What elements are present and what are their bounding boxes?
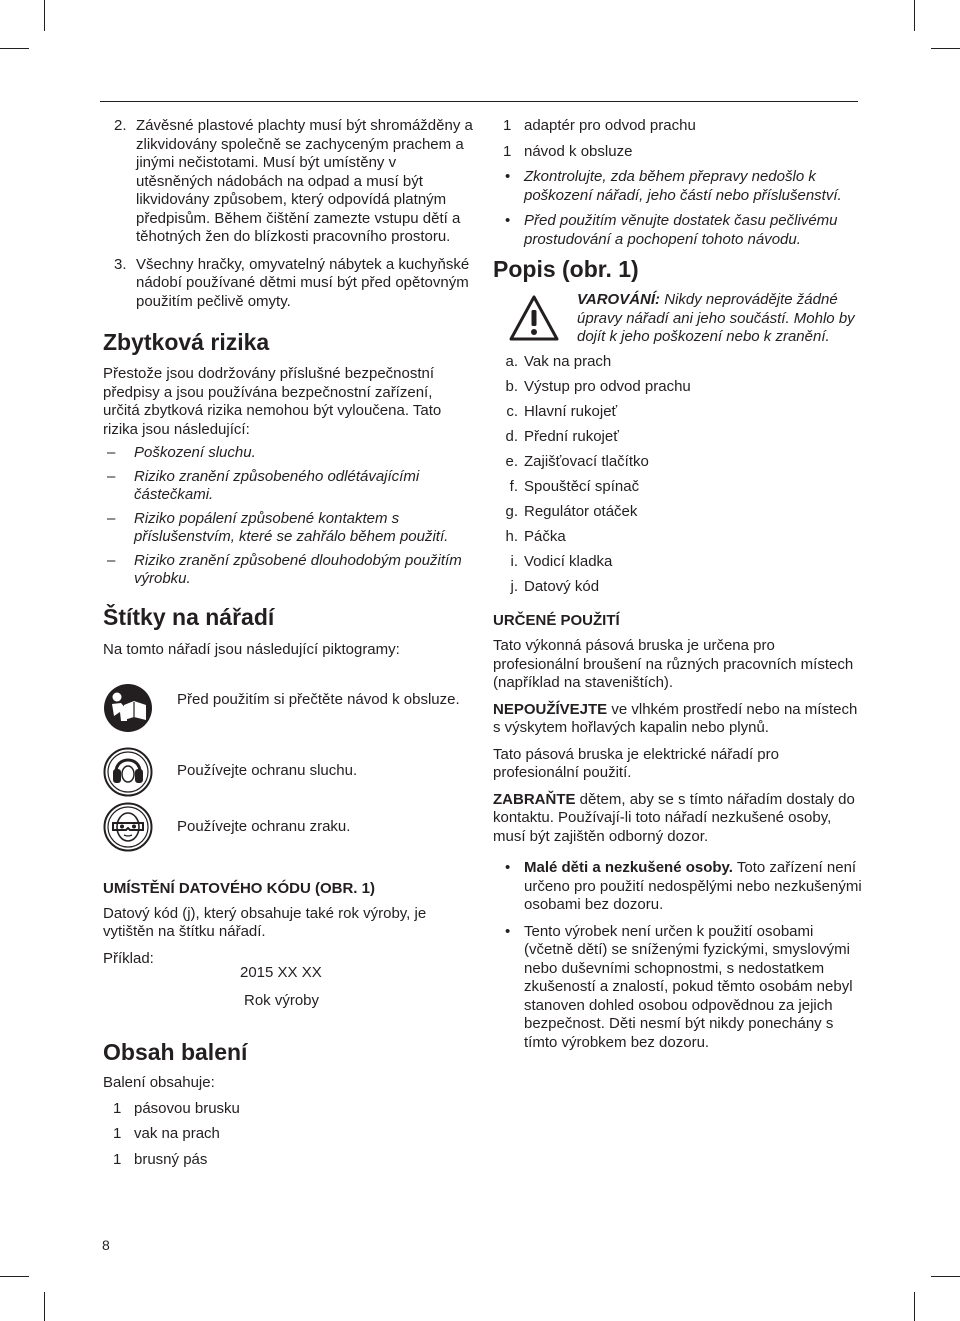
left-column — [103, 117, 473, 1169]
pictogram-row — [103, 683, 473, 733]
package-qty: 1 — [503, 142, 512, 160]
list-item — [493, 453, 863, 472]
warning-label: VAROVÁNÍ: — [577, 291, 661, 308]
part-letter: c. — [506, 403, 518, 420]
part-text: Zajišťovací tlačítko — [524, 453, 649, 470]
prevent-paragraph — [493, 791, 863, 847]
package-item — [103, 1100, 473, 1119]
risk-item: – Riziko zranění způsobené dlouhodobým použitím výrobku. — [103, 552, 473, 589]
part-letter: j. — [510, 578, 518, 595]
package-qty: 1 — [113, 1099, 122, 1117]
pictogram-text: Před použitím si přečtěte návod k obsluze. — [177, 691, 460, 708]
check-item: • Zkontrolujte, zda během přepravy nedošlo k poškození nářadí, jeho částí nebo příslušenství. — [493, 168, 863, 205]
do-not-use-paragraph — [493, 701, 863, 738]
do-not-use-label: NEPOUŽÍVEJTE — [493, 700, 608, 718]
item-text: Všechny hračky, omyvatelný nábytek a kuchyňské nádobí používané dětmi musí být před opětovným použitím pečlivě omyty. — [136, 255, 470, 310]
bullet-item: • Tento výrobek není určen k použití osobami (včetně dětí) se sníženými fyzickými, smyslovými nebo duševními schopnostmi, s nedostatkem zkušeností a znalostí, pokud těmto osobám nebyl stanoven dohled osobou odpovědnou za jejich bezpečnost. Děti nesmí být nikdy ponechány s tímto výrobkem bez dozoru. — [493, 923, 863, 1053]
date-code-heading: UMÍSTĚNÍ DATOVÉHO KÓDU (OBR. 1) — [103, 880, 375, 897]
bullet-text: Toto zařízení není určeno pro použití nedospělými nebo nezkušenými osobami bez dozoru. — [524, 859, 862, 913]
part-text: Páčka — [524, 528, 566, 545]
intended-use-heading: URČENÉ POUŽITÍ — [493, 611, 620, 629]
part-text: Vodicí kladka — [524, 553, 613, 570]
risk-item: – Poškození sluchu. — [103, 444, 473, 463]
warning-block — [493, 291, 863, 347]
crop-mark — [931, 48, 960, 49]
list-item — [493, 428, 863, 447]
package-item — [493, 143, 863, 162]
example-caption: Rok výroby — [244, 991, 320, 1009]
package-qty: 1 — [503, 117, 512, 134]
example-label: Příklad: — [103, 949, 154, 967]
pictogram-row — [103, 802, 473, 852]
part-letter: i. — [510, 553, 518, 570]
residual-risks-heading: Zbytková rizika — [103, 329, 270, 355]
crop-mark — [914, 0, 915, 31]
pictogram-row — [103, 747, 473, 797]
numbered-item — [103, 117, 473, 247]
example-code: 2015 XX XX — [240, 964, 322, 981]
crop-mark — [931, 1276, 960, 1277]
list-item — [493, 378, 863, 397]
page-number: 8 — [102, 1237, 110, 1253]
bullet-item — [493, 859, 863, 915]
pictogram-text: Používejte ochranu zraku. — [177, 818, 351, 835]
prevent-label: ZABRAŇTE — [493, 790, 576, 808]
warning-body: Nikdy neprovádějte žádné úpravy nářadí ani jeho součástí. Mohlo by dojít k jeho poškození nebo k zranění. — [577, 291, 855, 345]
warning-text — [577, 291, 863, 347]
part-letter: b. — [505, 378, 518, 395]
labels-intro: Na tomto nářadí jsou následující piktogramy: — [103, 640, 400, 658]
professional-use-text: Tato pásová bruska je elektrické nářadí pro profesionální použití. — [493, 745, 779, 781]
package-item-text: návod k obsluze — [524, 142, 633, 160]
part-text: Přední rukojeť — [524, 428, 619, 445]
numbered-item — [103, 256, 473, 312]
list-item — [493, 503, 863, 522]
check-item: • Před použitím věnujte dostatek času pečlivému prostudování a pochopení tohoto návodu. — [493, 212, 863, 249]
item-number: 2. — [114, 117, 127, 134]
date-code-text: Datový kód (j), který obsahuje také rok výroby, je vytištěn na štítku nářadí. — [103, 904, 427, 940]
labels-heading: Štítky na nářadí — [103, 603, 275, 630]
crop-mark — [0, 1276, 29, 1277]
package-item — [103, 1125, 473, 1144]
pictogram-text: Používejte ochranu sluchu. — [177, 762, 358, 779]
intended-use-text: Tato výkonná pásová bruska je určena pro profesionální broušení na různých pracovních místech (například na staveništích). — [493, 637, 854, 691]
ear-protection-icon — [103, 747, 153, 797]
crop-mark — [44, 0, 45, 31]
package-item-text: brusný pás — [134, 1150, 208, 1168]
part-text: Výstup pro odvod prachu — [524, 378, 691, 395]
list-item — [493, 353, 863, 372]
parts-list — [493, 353, 863, 597]
package-item-text: pásovou brusku — [134, 1099, 240, 1117]
package-item-text: vak na prach — [134, 1125, 220, 1142]
part-letter: h. — [505, 528, 518, 545]
package-qty: 1 — [113, 1150, 122, 1168]
risk-item: – Riziko zranění způsobeného odlétávajícími částečkami. — [103, 468, 473, 505]
part-text: Datový kód — [524, 578, 600, 595]
list-item — [493, 578, 863, 597]
list-item — [493, 478, 863, 497]
package-item — [493, 117, 863, 136]
item-text: Závěsné plastové plachty musí být shromážděny a zlikvidovány společně se zachyceným prachem a jinými nečistotami. Musí být umístěny v utěsněných nádobách na odpad a musí být likvidovány způsobem, který odpovídá platným předpisům. Během čištění zamezte vstupu dětí a těhotných žen do blízkosti pracovního prostoru. — [136, 117, 473, 245]
part-text: Spouštěcí spínač — [524, 478, 640, 495]
part-letter: a. — [505, 353, 518, 370]
package-contents-heading: Obsah balení — [103, 1039, 248, 1065]
do-not-use-text: ve vlhkém prostředí nebo na místech s výskytem hořlavých kapalin nebo plynů. — [493, 700, 858, 736]
part-text: Regulátor otáček — [524, 503, 638, 520]
read-manual-icon — [103, 683, 153, 733]
list-item — [493, 528, 863, 547]
right-column — [493, 117, 863, 1052]
eye-protection-icon — [103, 802, 153, 852]
package-qty: 1 — [113, 1125, 122, 1142]
part-letter: g. — [505, 503, 518, 520]
bullet-bold: Malé děti a nezkušené osoby. — [524, 859, 733, 876]
part-text: Hlavní rukojeť — [524, 403, 618, 420]
list-item — [493, 403, 863, 422]
package-item-text: adaptér pro odvod prachu — [524, 117, 696, 134]
crop-mark — [44, 1292, 45, 1321]
part-letter: f. — [509, 478, 518, 495]
description-heading: Popis (obr. 1) — [493, 256, 639, 282]
risk-item: – Riziko popálení způsobené kontaktem s příslušenstvím, které se zahřálo během použití. — [103, 510, 473, 547]
header-rule — [100, 101, 858, 102]
prevent-text: dětem, aby se s tímto nářadím dostaly do kontaktu. Používají-li toto nářadí nezkušené osoby, musí být zajištěn odborný dozor. — [493, 790, 855, 845]
warning-icon — [509, 295, 559, 341]
part-letter: e. — [505, 453, 518, 470]
residual-risks-intro: Přestože jsou dodržovány příslušné bezpečnostní předpisy a jsou používána bezpečnostní zařízení, určitá zbytková rizika nemohou být vyloučena. Tato rizika jsou následující: — [103, 365, 442, 438]
crop-mark — [914, 1292, 915, 1321]
crop-mark — [0, 48, 29, 49]
list-item — [493, 553, 863, 572]
package-item — [103, 1151, 473, 1170]
item-number: 3. — [114, 255, 127, 273]
part-letter: d. — [505, 428, 518, 445]
part-text: Vak na prach — [524, 353, 612, 370]
package-intro: Balení obsahuje: — [103, 1074, 215, 1091]
